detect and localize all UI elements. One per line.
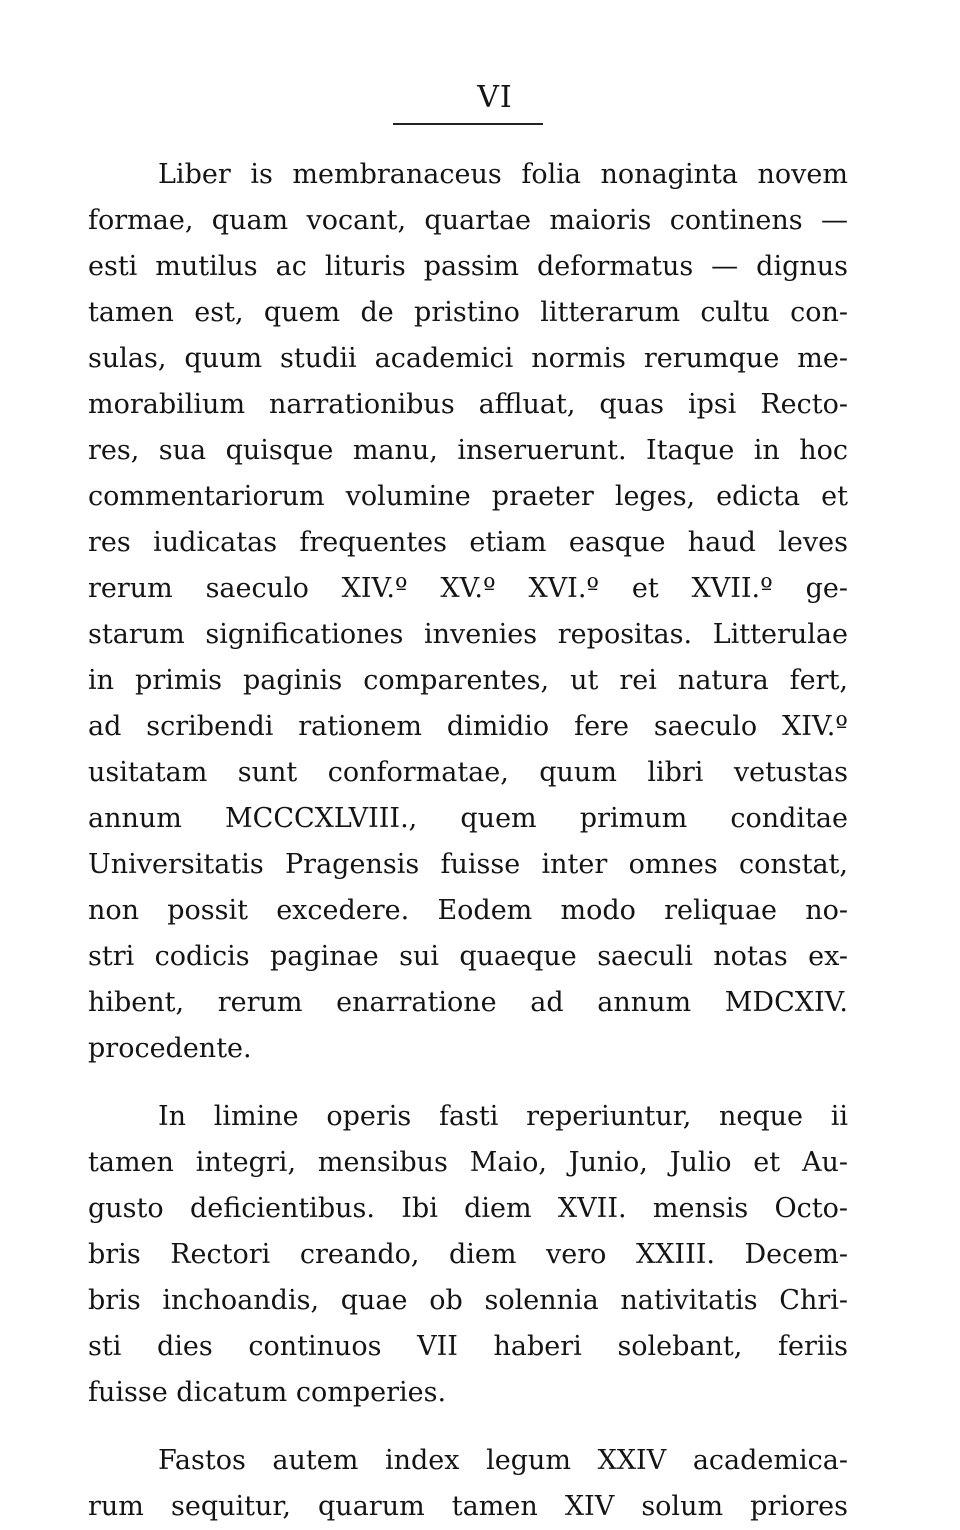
- text-line: rum sequitur, quarum tamen XIV solum priores: [88, 1491, 848, 1522]
- text-line: Liber is membranaceus folia nonaginta novem: [158, 159, 848, 190]
- text-line: tamen integri, mensibus Maio, Junio, Julio et Au-: [88, 1147, 848, 1178]
- text-line: sti dies continuos VII haberi solebant, feriis: [88, 1331, 848, 1362]
- text-line: rerum saeculo XIV.º XV.º XVI.º et XVII.º ge-: [88, 573, 848, 604]
- text-line: sulas, quum studii academici normis rerumque me-: [88, 343, 848, 374]
- paragraph-gap: [88, 1416, 848, 1438]
- text-line: gusto deficientibus. Ibi diem XVII. mensis Octo-: [88, 1193, 848, 1224]
- body-text: [88, 152, 848, 1530]
- text-line: Fastos autem index legum XXIV academica-: [158, 1445, 848, 1476]
- text-line: res, sua quisque manu, inseruerunt. Itaque in hoc: [88, 435, 848, 466]
- text-line: In limine operis fasti reperiuntur, neque ii: [158, 1101, 848, 1132]
- text-line: stri codicis paginae sui quaeque saeculi notas ex-: [88, 941, 848, 972]
- page-number: VI: [477, 80, 513, 115]
- paragraph-2: [88, 1094, 848, 1416]
- text-line: hibent, rerum enarratione ad annum MDCXIV.: [88, 987, 848, 1018]
- text-line: fuisse dicatum comperies.: [88, 1377, 447, 1408]
- text-line: starum significationes invenies repositas. Litterulae: [88, 619, 848, 650]
- text-line: bris Rectori creando, diem vero XXIII. Decem-: [88, 1239, 848, 1270]
- text-line: usitatam sunt conformatae, quum libri vetustas: [88, 757, 848, 788]
- text-line: morabilium narrationibus affluat, quas ipsi Recto-: [88, 389, 848, 420]
- paragraph-3: [88, 1438, 848, 1530]
- text-line: tamen est, quem de pristino litterarum cultu con-: [88, 297, 848, 328]
- text-line: Universitatis Pragensis fuisse inter omnes constat,: [88, 849, 848, 880]
- header-rule: [393, 123, 543, 125]
- paragraph-1: [88, 152, 848, 1072]
- text-line: procedente.: [88, 1033, 252, 1064]
- text-line: commentariorum volumine praeter leges, edicta et: [88, 481, 848, 512]
- text-line: non possit excedere. Eodem modo reliquae no-: [88, 895, 848, 926]
- text-line: in primis paginis comparentes, ut rei natura fert,: [88, 665, 848, 696]
- paragraph-gap: [88, 1072, 848, 1094]
- text-line: bris inchoandis, quae ob solennia nativitatis Chri-: [88, 1285, 848, 1316]
- text-line: res iudicatas frequentes etiam easque haud leves: [88, 527, 848, 558]
- text-line: formae, quam vocant, quartae maioris continens —: [88, 205, 848, 236]
- text-line: annum MCCCXLVIII., quem primum conditae: [88, 803, 848, 834]
- text-line: esti mutilus ac lituris passim deformatus — dignus: [88, 251, 848, 282]
- text-line: ad scribendi rationem dimidio fere saeculo XIV.º: [88, 711, 848, 742]
